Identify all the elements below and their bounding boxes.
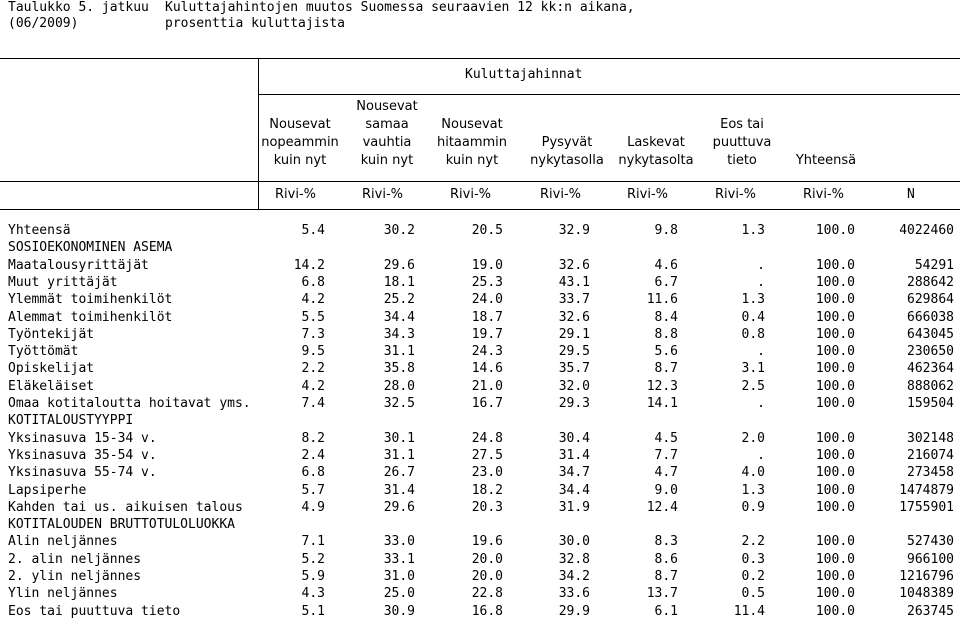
- cell-n: 288642: [907, 274, 954, 290]
- column-header-line: puuttuva: [712, 135, 772, 150]
- cell-value: 32.8: [558, 551, 590, 567]
- cell-value: 29.6: [383, 257, 415, 273]
- cell-n: 1474879: [899, 482, 954, 498]
- cell-value: 16.8: [471, 603, 503, 619]
- cell-value: 11.4: [733, 603, 765, 619]
- cell-value: 2.2: [741, 534, 765, 550]
- cell-value: 34.3: [383, 326, 415, 342]
- cell-n: 462364: [907, 361, 954, 377]
- cell-value: 100.0: [815, 326, 855, 342]
- row-label: Eos tai puuttuva tieto: [8, 603, 181, 619]
- table-title: Kuluttajahintojen muutos Suomessa seuraavien 12 kk:n aikana,: [165, 0, 635, 15]
- row-label: Omaa kotitaloutta hoitavat yms.: [8, 396, 251, 411]
- row-label: Yksinasuva 55-74 v.: [8, 465, 157, 481]
- cell-value: 32.9: [558, 223, 590, 238]
- cell-value: 8.8: [654, 326, 678, 342]
- cell-value: 100.0: [815, 586, 855, 602]
- cell-value: 30.4: [558, 430, 590, 446]
- cell-value: 29.3: [558, 396, 590, 411]
- cell-value: 7.1: [301, 534, 325, 550]
- cell-value: 14.2: [293, 257, 325, 273]
- cell-value: 35.8: [383, 361, 415, 377]
- cell-value: 5.9: [301, 569, 325, 584]
- cell-value: 18.2: [471, 482, 503, 498]
- cell-value: 43.1: [558, 274, 590, 290]
- cell-value: 32.6: [558, 257, 590, 273]
- row-label: Yksinasuva 15-34 v.: [8, 430, 157, 446]
- cell-value: 20.0: [471, 551, 503, 567]
- cell-value: 5.6: [654, 344, 678, 360]
- unit-label: Rivi-%: [803, 187, 844, 202]
- cell-n: 4022460: [899, 223, 954, 238]
- cell-value: 0.2: [741, 569, 765, 584]
- cell-value: 19.0: [471, 257, 503, 273]
- section-header-row: [0, 412, 960, 429]
- cell-value: 6.1: [654, 603, 678, 619]
- column-header-line: hitaammin: [436, 135, 508, 150]
- cell-value: 32.6: [558, 309, 590, 325]
- row-label: Työttömät: [8, 344, 79, 360]
- cell-value: 33.1: [383, 551, 415, 567]
- section-label: KOTITALOUSTYYPPI: [8, 413, 134, 429]
- column-header-line: kuin nyt: [360, 153, 414, 168]
- cell-value: 100.0: [815, 223, 855, 238]
- cell-n: 216074: [907, 447, 954, 463]
- cell-n: 1048389: [899, 586, 954, 602]
- cell-value: 100.0: [815, 344, 855, 360]
- column-header-line: nopeammin: [261, 135, 339, 150]
- cell-value: 100.0: [815, 257, 855, 273]
- section-label: SOSIOEKONOMINEN ASEMA: [8, 240, 173, 256]
- cell-value: 25.0: [383, 586, 415, 602]
- cell-n: 54291: [914, 257, 954, 273]
- cell-value: .: [757, 257, 765, 273]
- cell-value: 0.4: [741, 309, 765, 325]
- cell-value: 23.0: [471, 465, 503, 481]
- cell-value: 6.8: [301, 274, 325, 290]
- cell-value: 100.0: [815, 482, 855, 498]
- group-header-rule: [258, 94, 960, 95]
- cell-value: 6.7: [654, 274, 678, 290]
- cell-value: 5.7: [301, 482, 325, 498]
- cell-value: 4.3: [301, 586, 325, 602]
- cell-value: 34.7: [558, 465, 590, 481]
- row-label: Lapsiperhe: [8, 482, 87, 498]
- cell-value: 31.4: [558, 447, 590, 463]
- cell-n: 273458: [907, 465, 954, 481]
- table-row: [0, 274, 960, 291]
- row-label: Ylemmät toimihenkilöt: [8, 292, 173, 308]
- cell-value: 1.3: [741, 223, 765, 238]
- cell-value: 100.0: [815, 465, 855, 481]
- cell-value: 13.7: [646, 586, 678, 602]
- column-header-line: kuin nyt: [273, 153, 327, 168]
- column-header-line: nykytasolta: [618, 153, 694, 168]
- cell-n: 629864: [907, 292, 954, 308]
- column-header-line: Nousevat: [269, 117, 331, 132]
- row-label: 2. alin neljännes: [8, 551, 142, 567]
- cell-value: 9.5: [301, 344, 325, 360]
- cell-value: .: [757, 344, 765, 360]
- table-row: [0, 395, 960, 412]
- column-header-line: tieto: [727, 153, 757, 168]
- cell-value: 32.5: [383, 396, 415, 411]
- table-row: [0, 447, 960, 464]
- cell-n: 527430: [907, 534, 954, 550]
- cell-value: 14.1: [646, 396, 678, 411]
- column-header-line: Laskevat: [627, 135, 685, 150]
- cell-value: 4.5: [654, 430, 678, 446]
- cell-n: 666038: [907, 309, 954, 325]
- group-header: Kuluttajahinnat: [465, 67, 583, 82]
- cell-value: 28.0: [383, 378, 415, 394]
- cell-value: 4.9: [301, 499, 325, 515]
- header-bottom-rule: [0, 209, 960, 210]
- row-label: 2. ylin neljännes: [8, 569, 142, 584]
- cell-value: 5.2: [301, 551, 325, 567]
- cell-value: 1.3: [741, 292, 765, 308]
- row-label: Muut yrittäjät: [8, 274, 118, 290]
- cell-value: 20.5: [471, 223, 503, 238]
- cell-value: 8.4: [654, 309, 678, 325]
- header-top-rule: [0, 58, 960, 59]
- cell-value: 25.3: [471, 274, 503, 290]
- cell-value: 31.9: [558, 499, 590, 515]
- cell-value: 33.7: [558, 292, 590, 308]
- cell-value: .: [757, 274, 765, 290]
- table-row: [0, 482, 960, 499]
- cell-value: 100.0: [815, 396, 855, 411]
- table-row: [0, 309, 960, 326]
- table-row: [0, 430, 960, 447]
- row-label: Alemmat toimihenkilöt: [8, 309, 173, 325]
- cell-value: 34.4: [383, 309, 415, 325]
- column-header-line: Eos tai: [720, 117, 764, 132]
- cell-value: 8.6: [654, 551, 678, 567]
- table-row: [0, 499, 960, 516]
- row-label: Maatalousyrittäjät: [8, 257, 149, 273]
- cell-value: 2.0: [741, 430, 765, 446]
- cell-value: 30.9: [383, 603, 415, 619]
- cell-value: 7.3: [301, 326, 325, 342]
- cell-value: 0.5: [741, 586, 765, 602]
- row-label: Eläkeläiset: [8, 378, 95, 394]
- cell-value: 35.7: [558, 361, 590, 377]
- cell-value: 30.1: [383, 430, 415, 446]
- column-header-line: Pysyvät: [541, 135, 593, 150]
- unit-label: Rivi-%: [450, 187, 491, 202]
- cell-value: 7.7: [654, 447, 678, 463]
- cell-value: 24.3: [471, 344, 503, 360]
- cell-value: 3.1: [741, 361, 765, 377]
- table-number: Taulukko 5. jatkuu: [8, 0, 149, 15]
- cell-value: 4.7: [654, 465, 678, 481]
- cell-value: 19.7: [471, 326, 503, 342]
- cell-n: 230650: [907, 344, 954, 360]
- cell-value: 100.0: [815, 569, 855, 584]
- row-label: Alin neljännes: [8, 534, 118, 550]
- cell-value: 32.0: [558, 378, 590, 394]
- cell-value: 2.4: [301, 447, 325, 463]
- table-row: [0, 222, 960, 239]
- row-label: Kahden tai us. aikuisen talous: [8, 499, 243, 515]
- table-row: [0, 326, 960, 343]
- cell-value: 0.9: [741, 499, 765, 515]
- cell-value: 29.6: [383, 499, 415, 515]
- cell-n: 1755901: [899, 499, 954, 515]
- cell-value: 100.0: [815, 534, 855, 550]
- cell-value: 34.2: [558, 569, 590, 584]
- table-subtitle: prosenttia kuluttajista: [165, 16, 346, 31]
- table-row: [0, 464, 960, 481]
- unit-label: Rivi-%: [627, 187, 668, 202]
- cell-value: 29.1: [558, 326, 590, 342]
- row-label: Työntekijät: [8, 326, 95, 342]
- cell-value: 18.1: [383, 274, 415, 290]
- row-label: Opiskelijat: [8, 361, 95, 377]
- cell-value: 0.3: [741, 551, 765, 567]
- column-header-line: kuin nyt: [445, 153, 499, 168]
- cell-value: 14.6: [471, 361, 503, 377]
- column-header-line: Nousevat: [356, 99, 418, 114]
- row-label: Yhteensä: [8, 223, 71, 238]
- cell-value: 26.7: [383, 465, 415, 481]
- cell-value: 100.0: [815, 292, 855, 308]
- row-label: Yksinasuva 35-54 v.: [8, 447, 157, 463]
- cell-n: 302148: [907, 430, 954, 446]
- cell-value: 100.0: [815, 378, 855, 394]
- cell-value: 30.2: [383, 223, 415, 238]
- cell-value: 24.8: [471, 430, 503, 446]
- table-row: [0, 378, 960, 395]
- cell-value: 5.4: [301, 223, 325, 238]
- cell-value: 8.7: [654, 569, 678, 584]
- cell-value: 100.0: [815, 274, 855, 290]
- cell-value: 31.0: [383, 569, 415, 584]
- unit-label: Rivi-%: [715, 187, 756, 202]
- cell-n: 263745: [907, 603, 954, 619]
- cell-value: 16.7: [471, 396, 503, 411]
- stub-divider: [258, 59, 259, 209]
- cell-value: 24.0: [471, 292, 503, 308]
- cell-value: 30.0: [558, 534, 590, 550]
- cell-value: 4.2: [301, 292, 325, 308]
- cell-value: 100.0: [815, 499, 855, 515]
- cell-value: 100.0: [815, 430, 855, 446]
- section-label: KOTITALOUDEN BRUTTOTULOLUOKKA: [8, 517, 235, 533]
- cell-value: 4.0: [741, 465, 765, 481]
- cell-value: 8.7: [654, 361, 678, 377]
- cell-value: 5.5: [301, 309, 325, 325]
- cell-n: 966100: [907, 551, 954, 567]
- cell-value: 33.6: [558, 586, 590, 602]
- column-header-line: nykytasolla: [530, 153, 604, 168]
- cell-value: 31.1: [383, 447, 415, 463]
- table-row: [0, 568, 960, 585]
- cell-value: 21.0: [471, 378, 503, 394]
- table-row: [0, 585, 960, 602]
- cell-n: 888062: [907, 378, 954, 394]
- cell-value: 9.8: [654, 223, 678, 238]
- cell-value: 100.0: [815, 447, 855, 463]
- cell-n: 159504: [907, 396, 954, 411]
- unit-label: Rivi-%: [362, 187, 403, 202]
- cell-value: 29.5: [558, 344, 590, 360]
- cell-value: 20.3: [471, 499, 503, 515]
- cell-value: 27.5: [471, 447, 503, 463]
- n-header: N: [907, 187, 915, 202]
- cell-value: .: [757, 447, 765, 463]
- cell-value: 1.3: [741, 482, 765, 498]
- cell-value: 33.0: [383, 534, 415, 550]
- table-row: [0, 551, 960, 568]
- cell-value: 2.2: [301, 361, 325, 377]
- cell-value: 8.2: [301, 430, 325, 446]
- header-mid-rule: [0, 181, 960, 182]
- cell-value: 20.0: [471, 569, 503, 584]
- section-header-row: [0, 516, 960, 533]
- cell-value: 34.4: [558, 482, 590, 498]
- cell-value: .: [757, 396, 765, 411]
- table-row: [0, 360, 960, 377]
- table-row: [0, 291, 960, 308]
- unit-label: Rivi-%: [540, 187, 581, 202]
- cell-value: 18.7: [471, 309, 503, 325]
- cell-value: 7.4: [301, 396, 325, 411]
- table-row: [0, 257, 960, 274]
- cell-value: 100.0: [815, 309, 855, 325]
- row-label: Ylin neljännes: [8, 586, 118, 602]
- cell-value: 12.3: [646, 378, 678, 394]
- cell-value: 8.3: [654, 534, 678, 550]
- cell-value: 19.6: [471, 534, 503, 550]
- cell-value: 22.8: [471, 586, 503, 602]
- section-header-row: [0, 239, 960, 256]
- cell-value: 9.0: [654, 482, 678, 498]
- cell-value: 0.8: [741, 326, 765, 342]
- column-header-line: samaa: [365, 117, 409, 132]
- table-row: [0, 533, 960, 550]
- table-date: (06/2009): [8, 16, 79, 31]
- cell-n: 643045: [907, 326, 954, 342]
- unit-label: Rivi-%: [275, 187, 316, 202]
- cell-value: 100.0: [815, 551, 855, 567]
- column-header-line: vauhtia: [362, 135, 412, 150]
- column-header-line: Nousevat: [441, 117, 503, 132]
- cell-value: 4.6: [654, 257, 678, 273]
- cell-value: 2.5: [741, 378, 765, 394]
- cell-value: 11.6: [646, 292, 678, 308]
- table-row: [0, 603, 960, 620]
- column-header-line: Yhteensä: [795, 153, 857, 168]
- cell-value: 100.0: [815, 361, 855, 377]
- cell-value: 31.1: [383, 344, 415, 360]
- cell-value: 25.2: [383, 292, 415, 308]
- table-row: [0, 343, 960, 360]
- cell-value: 5.1: [301, 603, 325, 619]
- cell-value: 31.4: [383, 482, 415, 498]
- cell-value: 6.8: [301, 465, 325, 481]
- cell-value: 4.2: [301, 378, 325, 394]
- cell-n: 1216796: [899, 569, 954, 584]
- cell-value: 12.4: [646, 499, 678, 515]
- cell-value: 29.9: [558, 603, 590, 619]
- cell-value: 100.0: [815, 603, 855, 619]
